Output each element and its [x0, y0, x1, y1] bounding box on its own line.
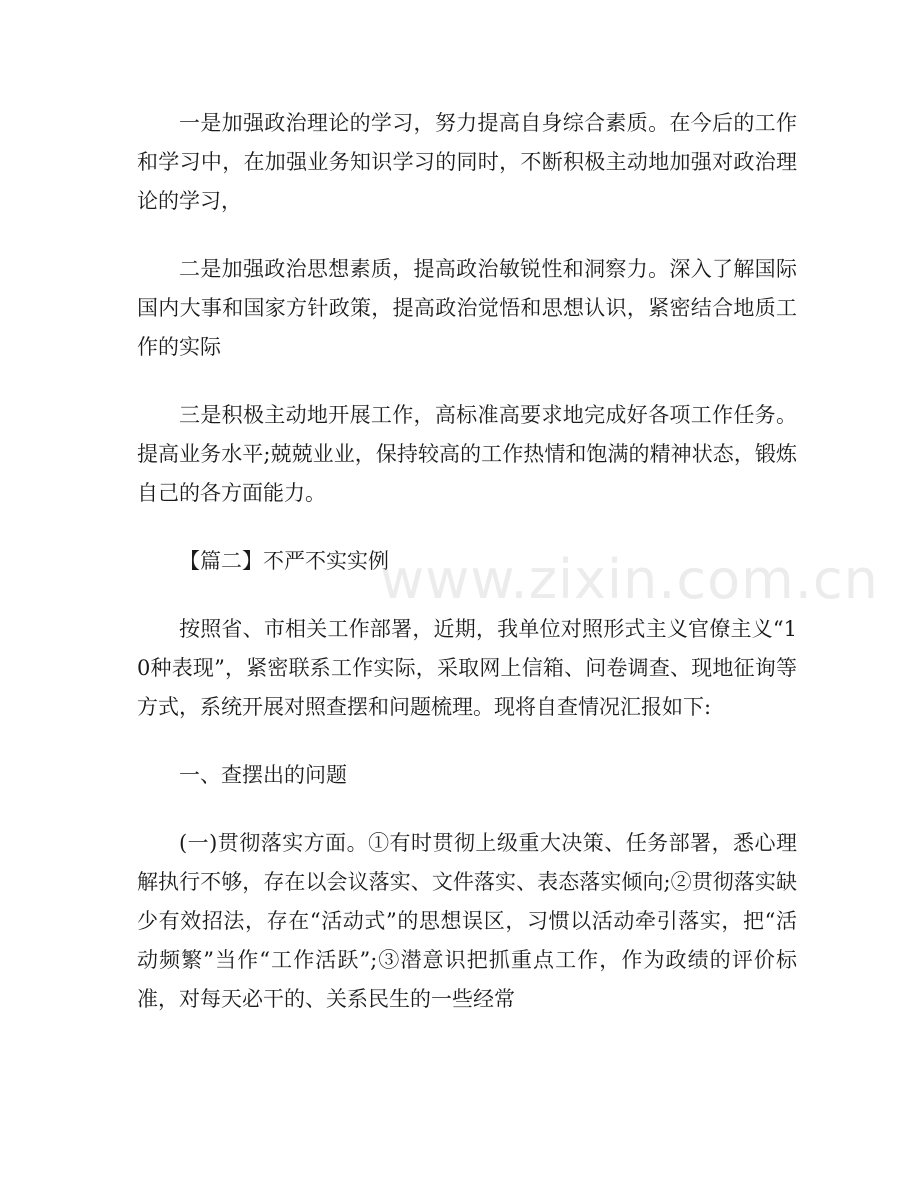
section-heading-problems: 一、查摆出的问题 [179, 763, 347, 787]
paragraph-self-inspection-intro: 按照省、市相关工作部署，近期，我单位对照形式主义官僚主义“10种表现”，紧密联系工作实际，采取网上信箱、问卷调查、现地征询等方式，系统开展对照查摆和问题梳理。现将自查情况汇报如下: [137, 617, 797, 719]
paragraph-proactive-work: 三是积极主动地开展工作，高标准高要求地完成好各项工作任务。提高业务水平;兢兢业业，保持较高的工作热情和饱满的精神状态，锻炼自己的各方面能力。 [137, 403, 797, 505]
watermark: www.zixin.com.cn [380, 548, 879, 611]
paragraph-implementation: (一)贯彻落实方面。①有时贯彻上级重大决策、任务部署，悉心理解执行不够，存在以会议落实、文件落实、表态落实倾向;②贯彻落实缺少有效招法，存在“活动式”的思想误区，习惯以活动牵引落实，把“活动频繁”当作“工作活跃”;③潜意识把抓重点工作，作为政绩的评价标准，对每天必干的、关系民生的一些经常 [137, 831, 797, 1011]
paragraph-political-theory: 一是加强政治理论的学习，努力提高自身综合素质。在今后的工作和学习中，在加强业务知识学习的同时，不断积极主动地加强对政治理论的学习， [137, 111, 797, 213]
document-body [137, 104, 797, 1048]
paragraph-political-thought: 二是加强政治思想素质，提高政治敏锐性和洞察力。深入了解国际国内大事和国家方针政策，提高政治觉悟和思想认识，紧密结合地质工作的实际 [137, 257, 797, 359]
section-heading-part-two: 【篇二】不严不实实例 [179, 549, 389, 573]
